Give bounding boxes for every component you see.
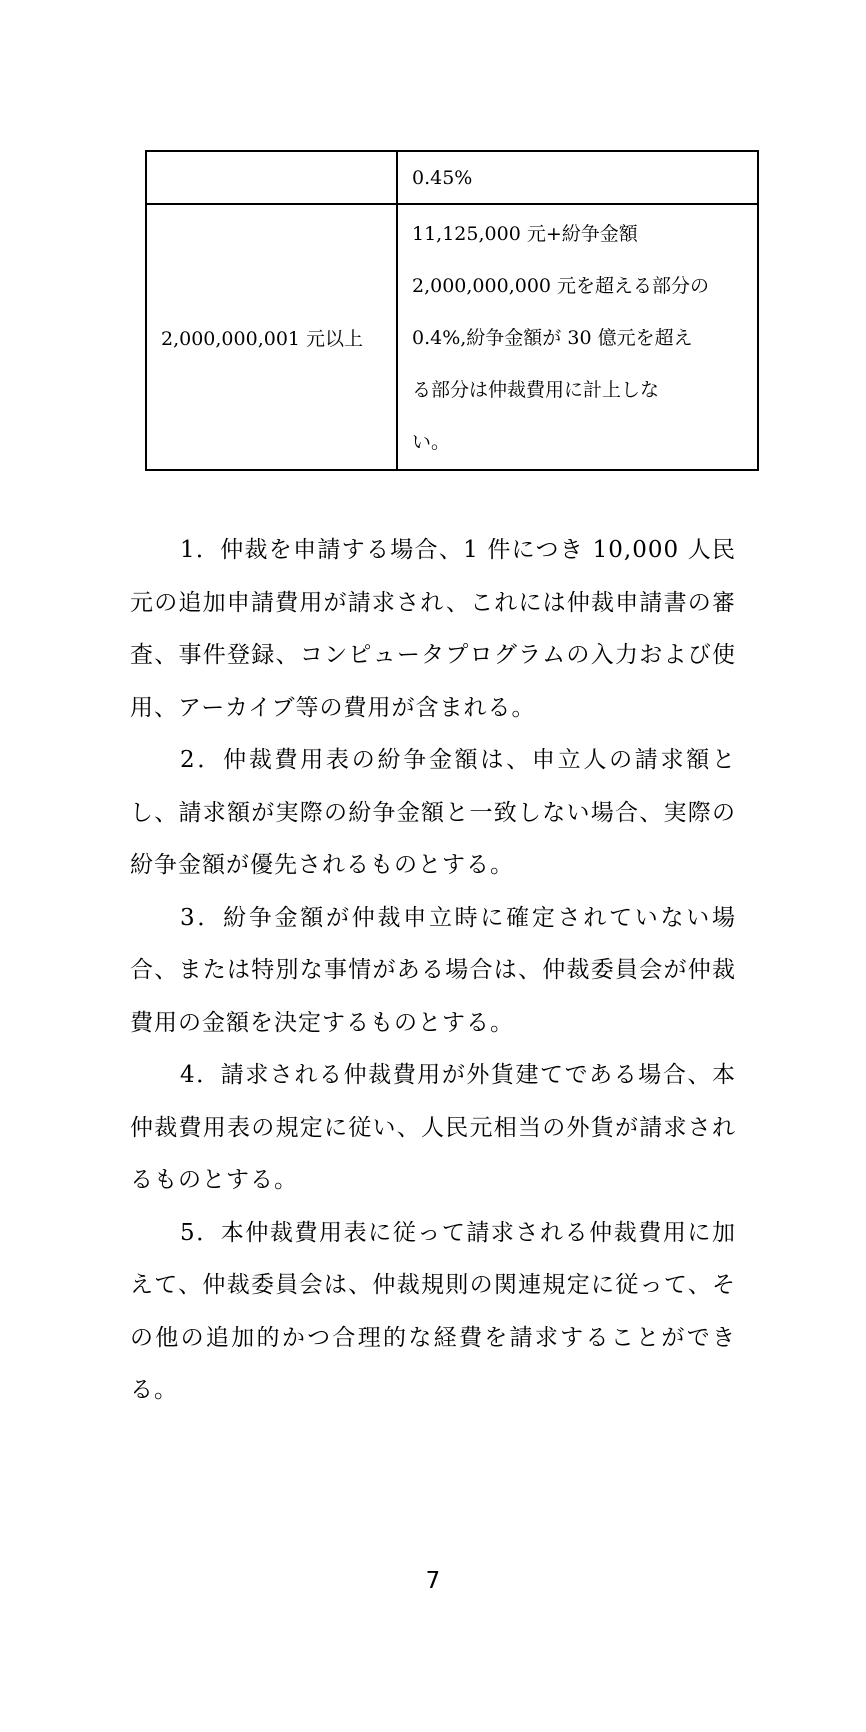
note-paragraph-3: 3．紛争金額が仲裁申立時に確定されていない場合、または特別な事情がある場合は、仲裁委員会が仲裁費用の金額を決定するものとする。: [130, 904, 736, 1036]
fee-line: 11,125,000 元+紛争金額: [412, 223, 638, 245]
fee-line: い。: [412, 431, 451, 453]
table-row: [146, 151, 758, 204]
notes-section: [130, 524, 736, 1417]
note-paragraph-1: 1．仲裁を申請する場合、1 件につき 10,000 人民元の追加申請費用が請求され、これには仲裁申請書の審査、事件登録、コンピュータプログラムの入力および使用、アーカイブ等の費用が含まれる。: [130, 537, 736, 721]
fee-line: る部分は仲裁費用に計上しな: [412, 379, 660, 401]
note-paragraph-2: 2．仲裁費用表の紛争金額は、申立人の請求額とし、請求額が実際の紛争金額と一致しない場合、実際の紛争金額が優先されるものとする。: [130, 747, 736, 878]
fee-line: 0.4%,紛争金額が 30 億元を超え: [412, 327, 693, 349]
range-cell: 2,000,000,001 元以上: [146, 204, 397, 470]
note-paragraph-4: 4．請求される仲裁費用が外貨建てである場合、本仲裁費用表の規定に従い、人民元相当の外貨が請求されるものとする。: [130, 1062, 736, 1193]
fee-line: 2,000,000,000 元を超える部分の: [412, 275, 710, 297]
note-paragraph-5: 5．本仲裁費用表に従って請求される仲裁費用に加えて、仲裁委員会は、仲裁規則の関連規定に従って、その他の追加的かつ合理的な経費を請求することができる。: [130, 1219, 736, 1403]
fee-line: 0.45%: [412, 166, 473, 189]
page-number: 7: [425, 1568, 441, 1594]
fee-cell: [397, 204, 758, 470]
fee-cell: [397, 151, 758, 204]
range-cell: [146, 151, 397, 204]
table-row: [146, 204, 758, 470]
fee-table: [145, 150, 759, 471]
